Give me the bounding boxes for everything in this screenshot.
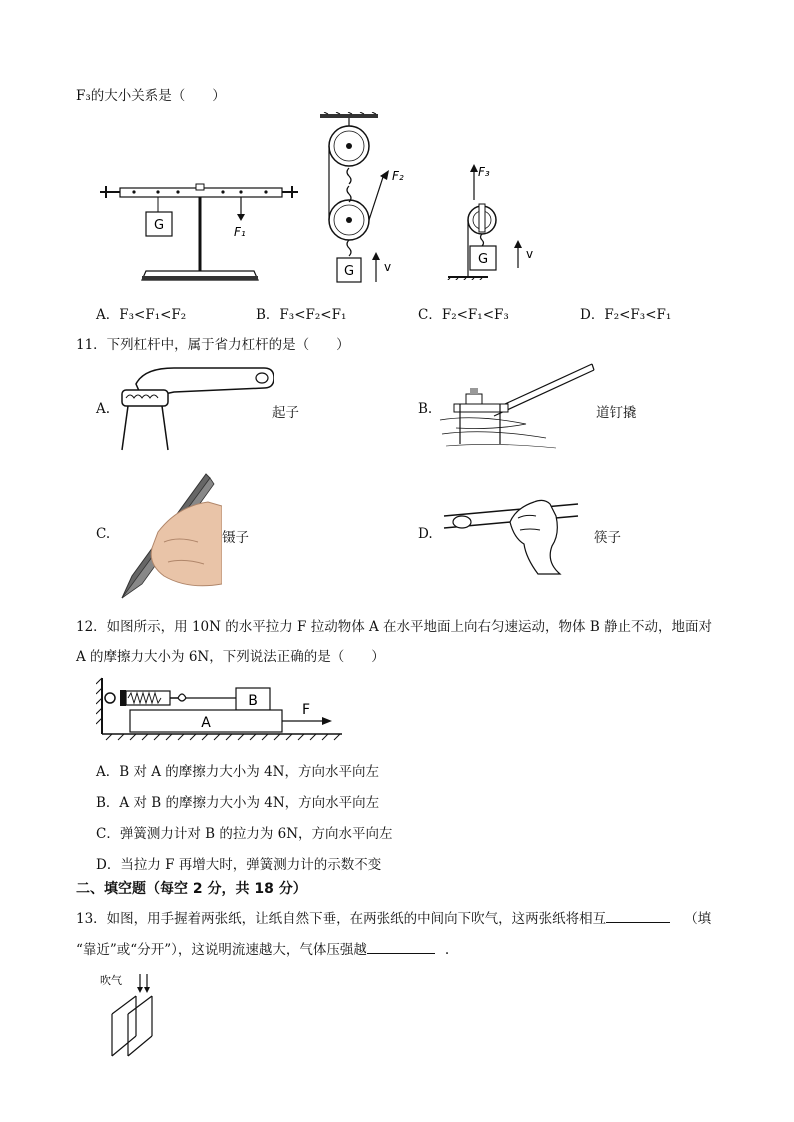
movable-v-label: v bbox=[526, 247, 534, 261]
q11-option-a-label: 起子 bbox=[272, 405, 299, 421]
q12-option-a[interactable]: A．B 对 A 的摩擦力大小为 4N，方向水平向左 bbox=[96, 764, 379, 780]
q12-option-d[interactable]: D．当拉力 F 再增大时，弹簧测力计的示数不变 bbox=[96, 857, 382, 873]
fig-label-a: A bbox=[201, 715, 211, 731]
q11-option-a-letter[interactable]: A. bbox=[96, 401, 111, 417]
pulley-f2-label: F₂ bbox=[392, 169, 404, 183]
movable-g-label: G bbox=[477, 252, 489, 267]
q11-option-c-letter[interactable]: C. bbox=[96, 526, 111, 542]
q12-stem-line1: 12．如图所示，用 10N 的水平拉力 F 拉动物体 A 在水平地面上向右匀速运动，物体 B 静止不动，地面对 bbox=[76, 619, 713, 635]
pulley-g-label: G bbox=[343, 264, 355, 279]
q10-option-a[interactable]: A．F₃<F₁<F₂ bbox=[96, 307, 187, 323]
chopsticks-figure bbox=[440, 488, 580, 576]
bottle-opener-figure bbox=[114, 362, 274, 452]
q11-option-b-label: 道钉撬 bbox=[596, 405, 637, 421]
q13-line1-tail: （填 bbox=[684, 911, 712, 927]
fig-label-f: F bbox=[302, 702, 311, 718]
friction-setup-figure bbox=[96, 676, 342, 742]
section-title: 二、填空题（每空 2 分，共 18 分） bbox=[76, 881, 307, 897]
q13-blank-1[interactable] bbox=[606, 922, 670, 923]
q13-line1-text: 13．如图，用手握着两张纸，让纸自然下垂，在两张纸的中间向下吹气，这两张纸将相互 bbox=[76, 911, 607, 927]
q12-option-c[interactable]: C．弹簧测力计对 B 的拉力为 6N，方向水平向左 bbox=[96, 826, 393, 842]
blow-label: 吹气 bbox=[100, 974, 122, 987]
q10-stem-tail: F₃的大小关系是（ ） bbox=[76, 88, 226, 104]
tweezers-figure bbox=[118, 472, 222, 600]
q10-option-c[interactable]: C．F₂<F₁<F₃ bbox=[418, 307, 509, 323]
spike-bar-figure bbox=[436, 358, 596, 454]
q13-blank-2[interactable] bbox=[367, 953, 435, 954]
q12-stem-line2: A 的摩擦力大小为 6N，下列说法正确的是（ ） bbox=[76, 649, 385, 665]
blow-paper-figure bbox=[100, 972, 170, 1058]
q13-line2-tail: . bbox=[444, 942, 450, 958]
q11-option-c-label: 镊子 bbox=[222, 530, 249, 546]
lever-g-label: G bbox=[153, 218, 165, 233]
q10-option-b[interactable]: B．F₃<F₂<F₁ bbox=[256, 307, 347, 323]
pulley-v-label: v bbox=[384, 260, 392, 274]
q13-line1 bbox=[76, 907, 711, 927]
q13-line2 bbox=[76, 938, 449, 958]
q13-line2-text: “靠近”或“分开”），这说明流速越大，气体压强越 bbox=[76, 942, 367, 958]
movable-f3-label: F₃ bbox=[478, 165, 490, 179]
q11-option-d-letter[interactable]: D. bbox=[418, 526, 433, 542]
q11-option-b-letter[interactable]: B. bbox=[418, 401, 433, 417]
q11-stem: 11．下列杠杆中，属于省力杠杆的是（ ） bbox=[76, 337, 350, 353]
q12-option-b[interactable]: B．A 对 B 的摩擦力大小为 4N，方向水平向左 bbox=[96, 795, 380, 811]
movable-pulley-figure bbox=[442, 158, 542, 280]
q11-option-d-label: 筷子 bbox=[594, 530, 621, 546]
q10-option-d[interactable]: D．F₂<F₃<F₁ bbox=[580, 307, 672, 323]
lever-figure bbox=[98, 176, 298, 286]
fig-label-b: B bbox=[248, 693, 258, 709]
lever-f1-label: F₁ bbox=[234, 225, 246, 239]
pulley-block-figure bbox=[314, 112, 414, 290]
